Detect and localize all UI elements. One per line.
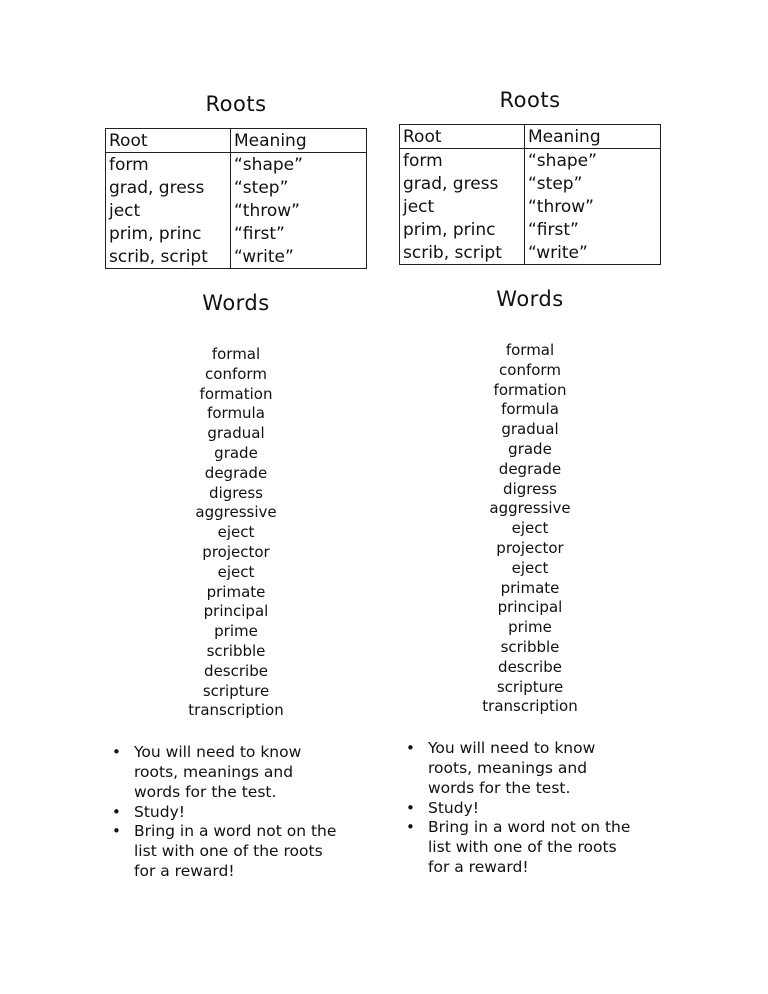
meaning-column-header: Meaning xyxy=(231,129,367,153)
table-row xyxy=(400,172,661,195)
root-cell: ject xyxy=(106,199,231,222)
list-item: gradual xyxy=(207,424,265,443)
list-item: eject xyxy=(511,519,549,538)
root-cell: form xyxy=(400,149,525,173)
notes-list xyxy=(86,743,354,882)
list-item: formation xyxy=(493,380,567,399)
list-item: eject xyxy=(217,523,255,542)
note-item: • Study! xyxy=(134,803,344,823)
list-item: formula xyxy=(207,404,265,423)
list-item: formal xyxy=(505,341,555,359)
root-cell: scrib, script xyxy=(400,241,525,265)
list-item: degrade xyxy=(498,459,562,478)
table-row xyxy=(400,149,661,173)
root-column-header: Root xyxy=(400,125,525,149)
list-item: formula xyxy=(501,400,559,419)
table-row xyxy=(106,222,367,245)
list-item: eject xyxy=(217,562,255,581)
list-item: grade xyxy=(214,443,258,462)
table-row xyxy=(400,218,661,241)
meaning-cell: “step” xyxy=(231,176,367,199)
study-sheet-left xyxy=(86,90,386,882)
list-item: degrade xyxy=(204,463,268,482)
list-item: gradual xyxy=(501,420,559,439)
list-item: digress xyxy=(503,479,557,498)
root-cell: prim, princ xyxy=(400,218,525,241)
word-list xyxy=(86,345,386,721)
list-item: prime xyxy=(214,622,258,641)
table-row xyxy=(106,153,367,177)
table-row xyxy=(106,245,367,269)
meaning-cell: “throw” xyxy=(525,195,661,218)
table-header-row xyxy=(400,125,661,149)
list-item: formal xyxy=(211,345,261,363)
list-item: transcription xyxy=(482,697,578,716)
notes-list xyxy=(380,739,680,878)
list-item: primate xyxy=(206,582,266,601)
list-item: conform xyxy=(205,364,267,383)
list-item: digress xyxy=(209,483,263,502)
table-row xyxy=(400,241,661,265)
root-cell: grad, gress xyxy=(106,176,231,199)
meaning-cell: “throw” xyxy=(231,199,367,222)
list-item: projector xyxy=(496,538,564,557)
list-item: conform xyxy=(499,360,561,379)
meaning-cell: “write” xyxy=(231,245,367,269)
meaning-cell: “shape” xyxy=(525,149,661,173)
list-item: scripture xyxy=(496,677,564,696)
list-item: projector xyxy=(202,542,270,561)
list-item: prime xyxy=(508,618,552,637)
list-item: formation xyxy=(199,384,273,403)
list-item: aggressive xyxy=(489,499,571,518)
list-item: principal xyxy=(497,598,563,617)
list-item: principal xyxy=(203,602,269,621)
note-item: • You will need to know roots, meanings and words for the test. xyxy=(134,743,344,802)
roots-table xyxy=(105,128,367,269)
word-list xyxy=(380,341,680,717)
table-row xyxy=(106,199,367,222)
root-cell: prim, princ xyxy=(106,222,231,245)
meaning-cell: “first” xyxy=(231,222,367,245)
note-item: • Bring in a word not on the list with one of the roots for a reward! xyxy=(428,818,638,877)
list-item: eject xyxy=(511,558,549,577)
meaning-cell: “shape” xyxy=(231,153,367,177)
words-heading: Words xyxy=(202,291,270,315)
list-item: scripture xyxy=(202,681,270,700)
roots-table xyxy=(399,124,661,265)
root-cell: grad, gress xyxy=(400,172,525,195)
note-item: • You will need to know roots, meanings and words for the test. xyxy=(428,739,638,798)
roots-heading: Roots xyxy=(499,88,561,112)
root-column-header: Root xyxy=(106,129,231,153)
list-item: aggressive xyxy=(195,503,277,522)
note-item: • Bring in a word not on the list with one of the roots for a reward! xyxy=(134,822,344,881)
list-item: describe xyxy=(204,661,268,680)
meaning-cell: “step” xyxy=(525,172,661,195)
list-item: primate xyxy=(500,578,560,597)
table-row xyxy=(400,195,661,218)
list-item: transcription xyxy=(188,701,284,720)
meaning-cell: “write” xyxy=(525,241,661,265)
root-cell: ject xyxy=(400,195,525,218)
list-item: grade xyxy=(508,439,552,458)
list-item: scribble xyxy=(500,637,560,656)
root-cell: scrib, script xyxy=(106,245,231,269)
table-header-row xyxy=(106,129,367,153)
meaning-column-header: Meaning xyxy=(525,125,661,149)
list-item: describe xyxy=(498,657,562,676)
root-cell: form xyxy=(106,153,231,177)
roots-heading: Roots xyxy=(205,92,267,116)
list-item: scribble xyxy=(206,641,266,660)
table-row xyxy=(106,176,367,199)
note-item: • Study! xyxy=(428,799,638,819)
study-sheet-right xyxy=(380,86,680,878)
words-heading: Words xyxy=(496,287,564,311)
meaning-cell: “first” xyxy=(525,218,661,241)
